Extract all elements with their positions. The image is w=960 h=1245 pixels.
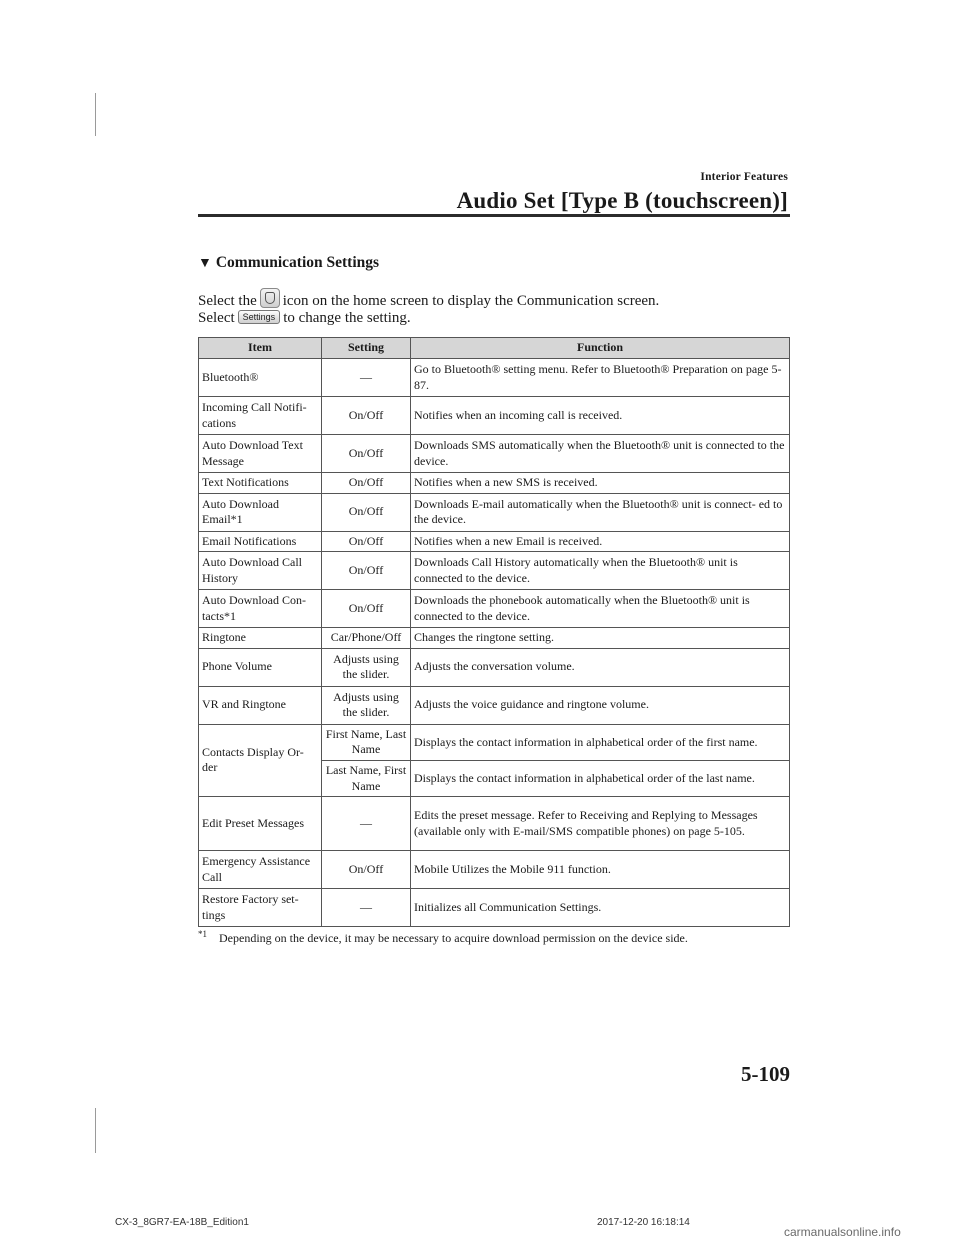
crop-mark-top bbox=[95, 93, 96, 136]
row-function: Downloads E-mail automatically when the Bluetooth® unit is connect- ed to the device. bbox=[411, 493, 790, 531]
footnote-mark: *1 bbox=[198, 929, 207, 939]
row-setting: On/Off bbox=[322, 590, 411, 628]
footer-timestamp: 2017-12-20 16:18:14 bbox=[597, 1217, 690, 1228]
row-item: Auto Download Text Message bbox=[199, 435, 322, 473]
column-header-setting: Setting bbox=[322, 338, 411, 359]
row-item: VR and Ringtone bbox=[199, 686, 322, 724]
intro-line-1 bbox=[198, 288, 659, 310]
row-item: Edit Preset Messages bbox=[199, 797, 322, 851]
table-row bbox=[199, 889, 790, 927]
table-row bbox=[199, 648, 790, 686]
row-setting: On/Off bbox=[322, 435, 411, 473]
watermark: carmanualsonline.info bbox=[784, 1225, 901, 1239]
row-function: Notifies when a new SMS is received. bbox=[411, 473, 790, 494]
row-function: Go to Bluetooth® setting menu. Refer to Bluetooth® Preparation on page 5-87. bbox=[411, 359, 790, 397]
table-row bbox=[199, 628, 790, 649]
table-row bbox=[199, 435, 790, 473]
header-rule bbox=[198, 214, 790, 217]
page-number: 5-109 bbox=[741, 1062, 790, 1086]
page-title: Audio Set [Type B (touchscreen)] bbox=[456, 188, 788, 213]
row-setting: Car/Phone/Off bbox=[322, 628, 411, 649]
row-function: Mobile Utilizes the Mobile 911 function. bbox=[411, 851, 790, 889]
row-function: Displays the contact information in alphabetical order of the last name. bbox=[411, 760, 790, 796]
row-setting: On/Off bbox=[322, 851, 411, 889]
row-function: Notifies when a new Email is received. bbox=[411, 531, 790, 552]
communication-settings-table bbox=[198, 337, 790, 927]
row-item: Auto Download Email*1 bbox=[199, 493, 322, 531]
header-category: Interior Features bbox=[700, 171, 788, 183]
table-row bbox=[199, 724, 790, 760]
section-heading bbox=[198, 254, 379, 272]
table-row bbox=[199, 359, 790, 397]
row-setting: On/Off bbox=[322, 493, 411, 531]
intro-line-2-start: Select bbox=[198, 310, 235, 326]
row-function: Displays the contact information in alphabetical order of the first name. bbox=[411, 724, 790, 760]
intro-line-2 bbox=[198, 310, 411, 327]
table-row bbox=[199, 493, 790, 531]
row-item: Email Notifications bbox=[199, 531, 322, 552]
row-function: Notifies when an incoming call is received. bbox=[411, 397, 790, 435]
triangle-marker-icon: ▼ bbox=[198, 256, 212, 271]
row-function: Initializes all Communication Settings. bbox=[411, 889, 790, 927]
table-header-row bbox=[199, 338, 790, 359]
row-item: Contacts Display Or- der bbox=[199, 724, 322, 796]
table-row bbox=[199, 851, 790, 889]
row-setting: On/Off bbox=[322, 473, 411, 494]
communication-icon bbox=[260, 288, 280, 308]
row-setting: Adjusts using the slider. bbox=[322, 648, 411, 686]
row-setting: On/Off bbox=[322, 552, 411, 590]
intro-line-1-end: icon on the home screen to display the Communication screen. bbox=[282, 293, 660, 309]
section-heading-text: Communication Settings bbox=[215, 254, 380, 271]
row-item: Text Notifications bbox=[199, 473, 322, 494]
row-setting: — bbox=[322, 797, 411, 851]
row-function: Adjusts the voice guidance and ringtone volume. bbox=[411, 686, 790, 724]
row-setting: First Name, Last Name bbox=[322, 724, 411, 760]
row-function: Changes the ringtone setting. bbox=[411, 628, 790, 649]
table-row bbox=[199, 686, 790, 724]
row-function: Downloads the phonebook automatically when the Bluetooth® unit is connected to the device. bbox=[411, 590, 790, 628]
row-item: Incoming Call Notifi- cations bbox=[199, 397, 322, 435]
row-item: Emergency Assistance Call bbox=[199, 851, 322, 889]
row-setting: — bbox=[322, 889, 411, 927]
row-setting: Last Name, First Name bbox=[322, 760, 411, 796]
row-function: Adjusts the conversation volume. bbox=[411, 648, 790, 686]
row-item: Phone Volume bbox=[199, 648, 322, 686]
crop-mark-bottom bbox=[95, 1108, 96, 1153]
row-setting: On/Off bbox=[322, 397, 411, 435]
footer-document-id: CX-3_8GR7-EA-18B_Edition1 bbox=[115, 1217, 249, 1228]
row-setting: On/Off bbox=[322, 531, 411, 552]
row-setting: Adjusts using the slider. bbox=[322, 686, 411, 724]
table-row bbox=[199, 797, 790, 851]
row-function: Downloads SMS automatically when the Bluetooth® unit is connected to the device. bbox=[411, 435, 790, 473]
table-row bbox=[199, 552, 790, 590]
row-function: Downloads Call History automatically when the Bluetooth® unit is connected to the device. bbox=[411, 552, 790, 590]
footnote bbox=[198, 929, 688, 946]
footnote-text: Depending on the device, it may be necessary to acquire download permission on the device side. bbox=[219, 931, 688, 945]
row-setting: — bbox=[322, 359, 411, 397]
table-row bbox=[199, 473, 790, 494]
column-header-item: Item bbox=[199, 338, 322, 359]
table-row bbox=[199, 590, 790, 628]
row-function: Edits the preset message. Refer to Receiving and Replying to Messages (available only with E-mail/SMS compatible phones) on page 5-105. bbox=[411, 797, 790, 851]
settings-button-image: Settings bbox=[238, 310, 281, 324]
column-header-function: Function bbox=[411, 338, 790, 359]
table-row bbox=[199, 531, 790, 552]
row-item: Ringtone bbox=[199, 628, 322, 649]
intro-line-2-end: to change the setting. bbox=[283, 310, 411, 326]
row-item: Auto Download Call History bbox=[199, 552, 322, 590]
row-item: Restore Factory set- tings bbox=[199, 889, 322, 927]
table-row bbox=[199, 397, 790, 435]
row-item: Auto Download Con- tacts*1 bbox=[199, 590, 322, 628]
row-item: Bluetooth® bbox=[199, 359, 322, 397]
intro-line-1-start: Select the bbox=[198, 293, 257, 309]
